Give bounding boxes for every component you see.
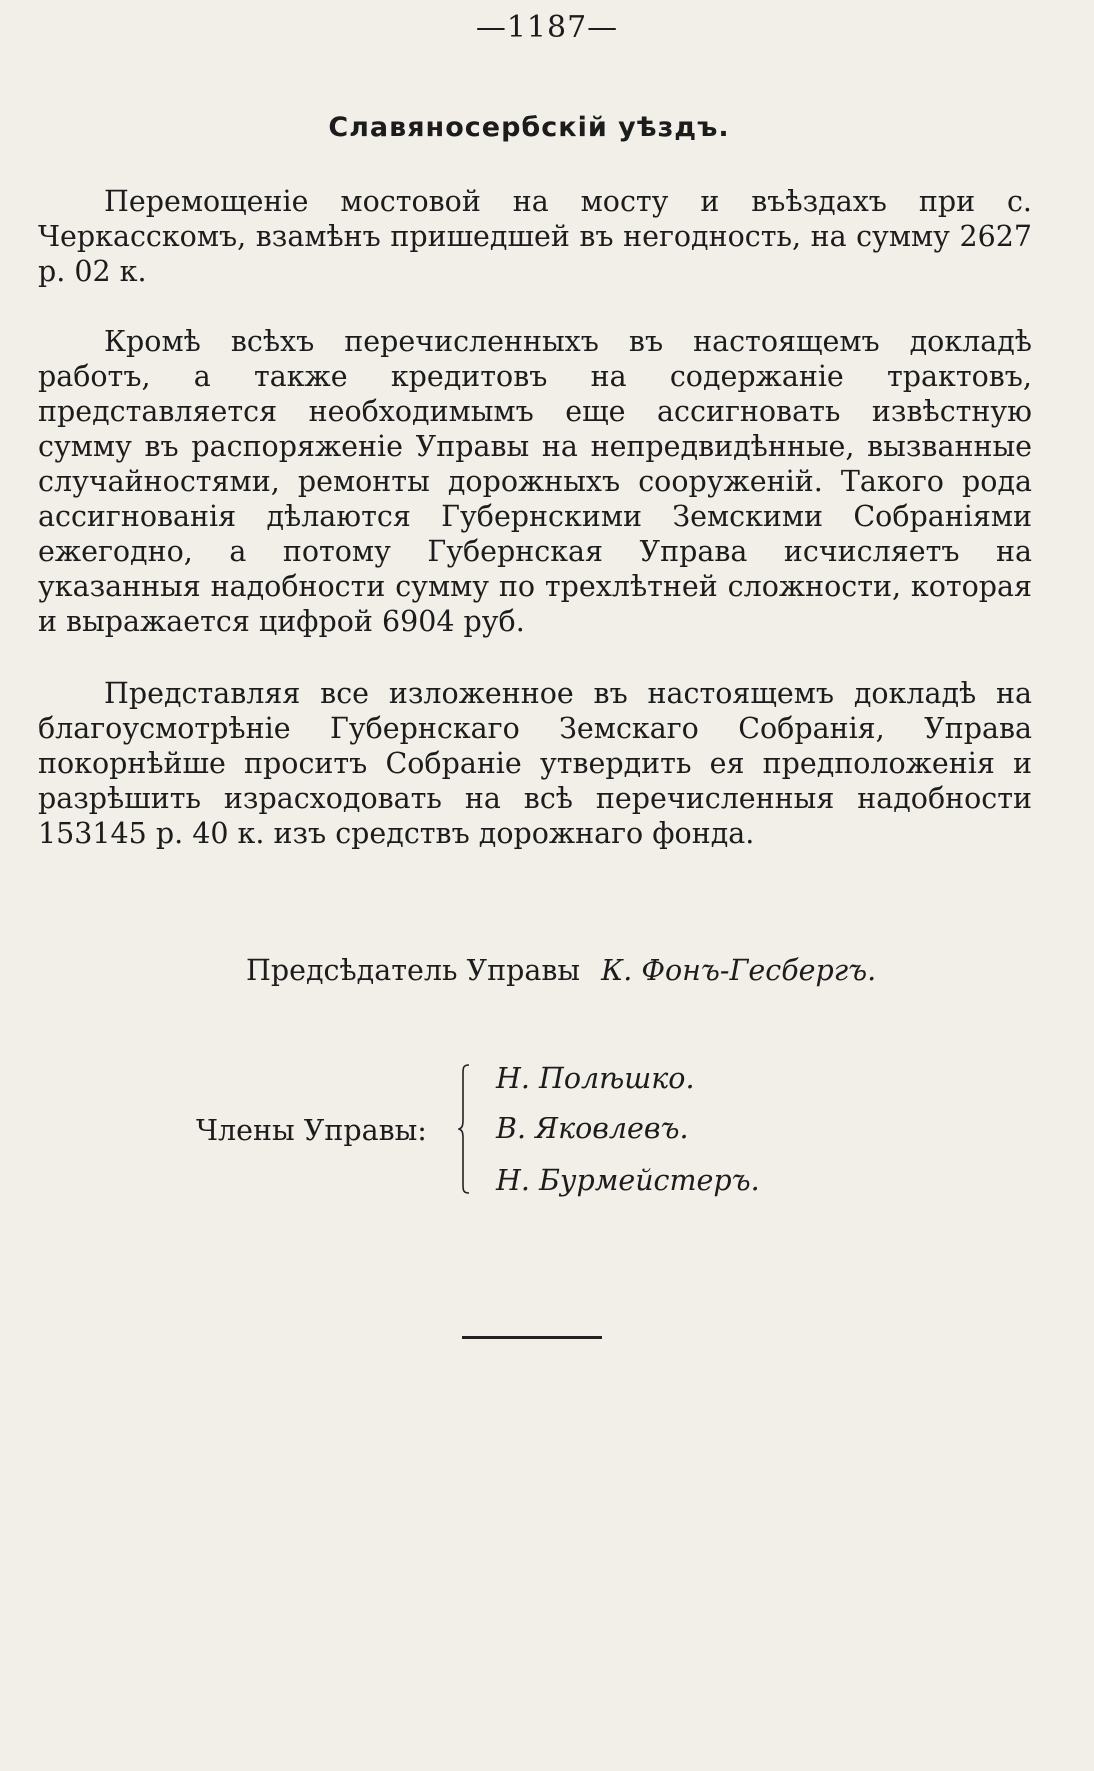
curly-brace-icon [458,1064,470,1194]
paragraph-2: Кромѣ всѣхъ перечисленныхъ въ настоящемъ докладѣ работъ, а также кредитовъ на содержаніе трактовъ, представляется необходимымъ еще ассигновать извѣстную сумму въ распоряженіе Управы на непредвидѣнные, вызванные случайностями, ремонты дорожныхъ сооруженій. Такого рода ассигнованія дѣлаются Губернскими Земскими Собраніями ежегодно, а потому Губернская Управа исчисляетъ на указанныя надобности сумму по трехлѣтней сложности, которая и выражается цифрой 6904 руб. [38,325,1032,638]
members-label: Члены Управы: [196,1114,427,1147]
section-heading: Славяносербскій уѣздъ. [328,112,730,143]
member-name: Н. Полѣшко. [496,1062,695,1095]
page-number: —1187— [475,10,619,45]
paragraph-3: Представляя все изложенное въ настоящемъ докладѣ на благоусмотрѣніе Губернскаго Земскаго Собранія, Управа покорнѣйше проситъ Собраніе утвердить ея предположенія и разрѣшить израсходовать на всѣ перечисленныя надобности 153145 р. 40 к. изъ средствъ дорожнаго фонда. [38,677,1032,850]
paragraph-1: Перемощеніе мостовой на мосту и въѣздахъ при с. Черкасскомъ, взамѣнъ пришедшей въ негодность, на сумму 2627 р. 02 к. [38,185,1032,288]
chairman-signature: К. Фонъ-Гесбергъ. [601,954,877,987]
member-name: Н. Бурмейстеръ. [496,1164,760,1197]
chairman-title: Предсѣдатель Управы [246,954,581,987]
end-rule-divider [462,1336,602,1339]
member-name: В. Яковлевъ. [496,1112,689,1145]
chairman-line [246,954,876,987]
